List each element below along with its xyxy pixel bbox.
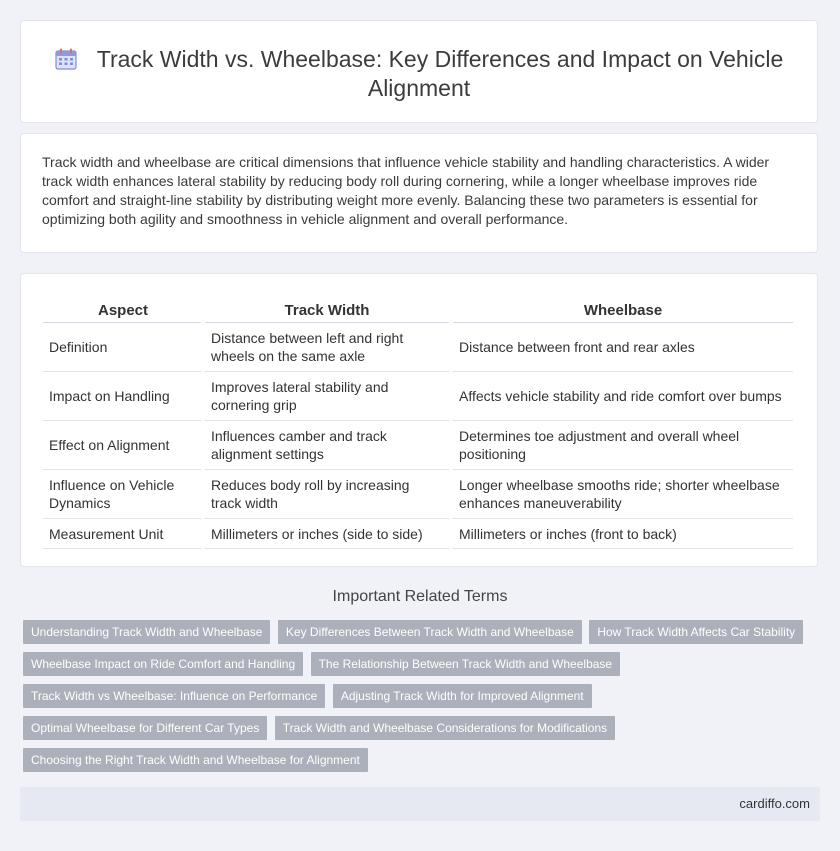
header-wheelbase: Wheelbase <box>451 295 795 323</box>
table-row <box>43 421 795 470</box>
table-row <box>43 372 795 421</box>
table-cell: Determines toe adjustment and overall wheel positioning <box>451 421 795 470</box>
related-tag[interactable]: Track Width and Wheelbase Considerations for Modifications <box>275 716 615 740</box>
related-tag[interactable]: Wheelbase Impact on Ride Comfort and Handling <box>23 652 303 676</box>
comparison-table <box>43 295 797 549</box>
table-row <box>43 323 795 372</box>
table-cell: Impact on Handling <box>43 372 203 421</box>
table-cell: Longer wheelbase smooths ride; shorter wheelbase enhances maneuverability <box>451 470 795 519</box>
table-cell: Distance between left and right wheels on the same axle <box>203 323 451 372</box>
table-cell: Millimeters or inches (front to back) <box>451 519 795 549</box>
table-cell: Affects vehicle stability and ride comfort over bumps <box>451 372 795 421</box>
related-tag[interactable]: Adjusting Track Width for Improved Alignment <box>333 684 592 708</box>
table-cell: Influence on Vehicle Dynamics <box>43 470 203 519</box>
related-tag[interactable]: Key Differences Between Track Width and Wheelbase <box>278 620 582 644</box>
related-tag[interactable]: Understanding Track Width and Wheelbase <box>23 620 270 644</box>
related-tag[interactable]: Track Width vs Wheelbase: Influence on Performance <box>23 684 325 708</box>
footer <box>20 787 820 821</box>
table-cell: Effect on Alignment <box>43 421 203 470</box>
header-card <box>20 20 818 123</box>
table-row <box>43 470 795 519</box>
intro-text: Track width and wheelbase are critical dimensions that influence vehicle stability and handling characteristics. A wider track width enhances lateral stability by reducing body roll during cornering, while a longer wheelbase improves ride comfort and straight-line stability by distributing weight more evenly. Balancing these two parameters is essential for optimizing both agility and smoothness in vehicle alignment and overall performance. <box>42 154 770 227</box>
table-header-row <box>43 295 795 323</box>
related-tag[interactable]: Choosing the Right Track Width and Wheelbase for Alignment <box>23 748 368 772</box>
header-aspect: Aspect <box>43 295 203 323</box>
related-tag[interactable]: The Relationship Between Track Width and Wheelbase <box>311 652 621 676</box>
table-cell: Measurement Unit <box>43 519 203 549</box>
related-tag[interactable]: How Track Width Affects Car Stability <box>589 620 803 644</box>
table-cell: Definition <box>43 323 203 372</box>
table-cell: Reduces body roll by increasing track width <box>203 470 451 519</box>
page-title <box>21 45 817 103</box>
header-track-width: Track Width <box>203 295 451 323</box>
calendar-icon <box>55 48 77 70</box>
related-terms-title: Important Related Terms <box>332 588 508 605</box>
table-cell: Influences camber and track alignment settings <box>203 421 451 470</box>
title-text: Track Width vs. Wheelbase: Key Differences and Impact on Vehicle Alignment <box>96 46 784 101</box>
comparison-table-card <box>20 273 818 567</box>
related-tag[interactable]: Optimal Wheelbase for Different Car Types <box>23 716 267 740</box>
related-terms-tags <box>23 620 813 780</box>
table-cell: Millimeters or inches (side to side) <box>203 519 451 549</box>
intro-card <box>20 133 818 253</box>
footer-site-link[interactable]: cardiffo.com <box>739 796 810 811</box>
table-cell: Distance between front and rear axles <box>451 323 795 372</box>
table-cell: Improves lateral stability and cornering grip <box>203 372 451 421</box>
table-row <box>43 519 795 549</box>
